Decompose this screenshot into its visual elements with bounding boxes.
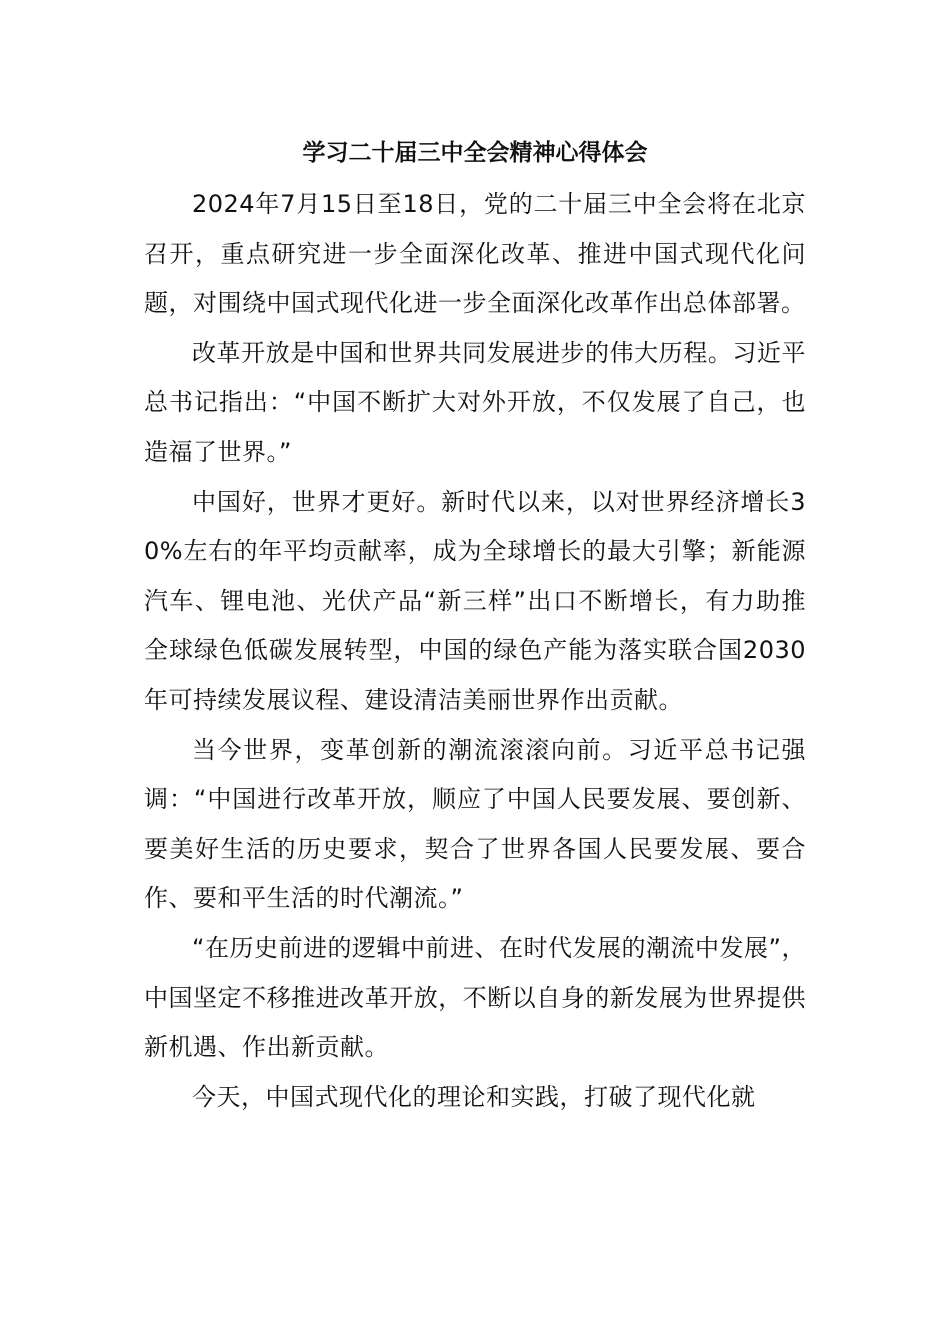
paragraph-5: “在历史前进的逻辑中前进、在时代发展的潮流中发展”，中国坚定不移推进改革开放，不断以自身的新发展为世界提供新机遇、作出新贡献。 [144, 933, 806, 1062]
paragraph-1: 2024年7月15日至18日，党的二十届三中全会将在北京召开，重点研究进一步全面深化改革、推进中国式现代化问题，对围绕中国式现代化进一步全面深化改革作出总体部署。 [144, 190, 806, 318]
document-body [144, 180, 806, 1122]
paragraph-3: 中国好，世界才更好。新时代以来，以对世界经济增长30%左右的年平均贡献率，成为全球增长的最大引擎；新能源汽车、锂电池、光伏产品“新三样”出口不断增长，有力助推全球绿色低碳发展转型，中国的绿色产能为落实联合国2030年可持续发展议程、建设清洁美丽世界作出贡献。 [144, 487, 806, 714]
document-title: 学习二十届三中全会精神心得体会 [302, 140, 648, 166]
paragraph-4: 当今世界，变革创新的潮流滚滚向前。习近平总书记强调：“中国进行改革开放，顺应了中国人民要发展、要创新、要美好生活的历史要求，契合了世界各国人民要发展、要合作、要和平生活的时代潮流。” [144, 735, 806, 913]
paragraph-2: 改革开放是中国和世界共同发展进步的伟大历程。习近平总书记指出：“中国不断扩大对外开放，不仅发展了自己，也造福了世界。” [144, 338, 806, 466]
paragraph-6: 今天，中国式现代化的理论和实践，打破了现代化就 [192, 1082, 756, 1111]
